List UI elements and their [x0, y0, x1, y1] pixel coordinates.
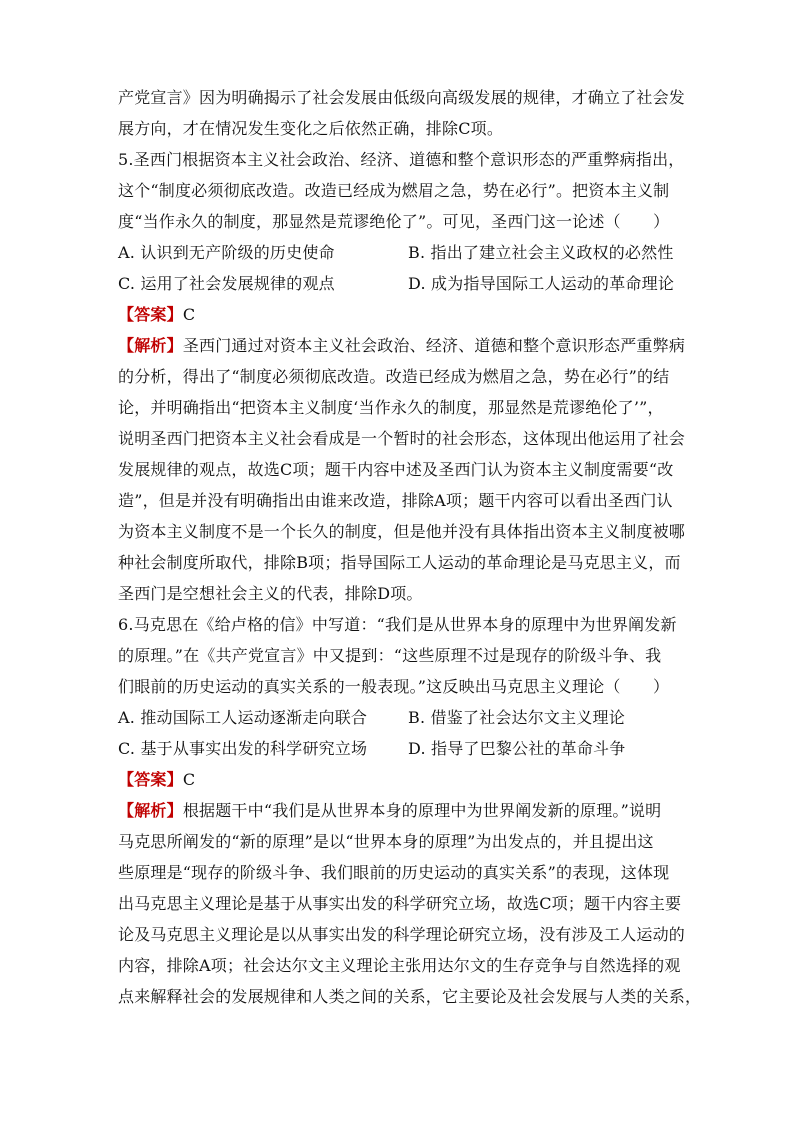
text-line: 展方向，才在情况发生变化之后依然正确，排除C项。: [118, 119, 504, 138]
analysis-text: 圣西门通过对资本主义社会政治、经济、道德和整个意识形态严重弊病: [182, 336, 686, 355]
options-row: [118, 268, 680, 299]
analysis-line: 论及马克思主义理论是以从事实出发的科学理论研究立场，没有涉及工人运动的: [118, 925, 686, 944]
analysis-line: 出马克思主义理论是基于从事实出发的科学研究立场，故选C项；题干内容主要: [118, 894, 682, 913]
option-c: C. 基于从事实出发的科学研究立场: [118, 739, 368, 758]
analysis-line: 造”，但是并没有明确指出由谁来改造，排除A项；题干内容可以看出圣西门认: [118, 491, 673, 510]
option-d: D. 成为指导国际工人运动的革命理论: [408, 274, 675, 293]
options-row: [118, 702, 680, 733]
document-page: [118, 82, 702, 1012]
answer-label: 【答案】: [118, 305, 183, 324]
answer-line: [118, 299, 680, 330]
analysis-line: 点来解释社会的发展规律和人类之间的关系，它主要论及社会发展与人类的关系，: [118, 987, 702, 1006]
analysis-line: 内容，排除A项；社会达尔文主义理论主张用达尔文的生存竞争与自然选择的观: [118, 956, 681, 975]
analysis-label: 【解析】: [118, 336, 183, 355]
analysis-line: 马克思所阐发的“新的原理”是以“世界本身的原理”为出发点的，并且提出这: [118, 832, 654, 851]
text-line: 产党宣言》因为明确揭示了社会发展由低级向高级发展的规律，才确立了社会发: [118, 88, 686, 107]
options-row: [118, 237, 680, 268]
analysis-line: 发展规律的观点，故选C项；题干内容中述及圣西门认为资本主义制度需要“改: [118, 460, 674, 479]
question-6: [118, 609, 702, 1012]
answer-value: C: [182, 305, 196, 324]
analysis-text: 根据题干中“我们是从世界本身的原理中为世界阐发新的原理。”说明: [182, 801, 662, 820]
option-c: C. 运用了社会发展规律的观点: [118, 274, 335, 293]
analysis-line: 论，并明确指出“把资本主义制度‘当作永久的制度，那显然是荒谬绝伦了’”，: [118, 398, 664, 417]
option-b: B. 借鉴了社会达尔文主义理论: [408, 708, 625, 727]
option-a: A. 认识到无产阶级的历史使命: [118, 243, 335, 262]
analysis-line: 说明圣西门把资本主义社会看成是一个暂时的社会形态，这体现出他运用了社会: [118, 429, 686, 448]
analysis-line: 的分析，得出了“制度必须彻底改造。改造已经成为燃眉之急，势在必行”的结: [118, 367, 670, 386]
analysis-line: 圣西门是空想社会主义的代表，排除D项。: [118, 584, 423, 603]
previous-analysis-continuation: [118, 82, 686, 144]
option-d: D. 指导了巴黎公社的革命斗争: [408, 739, 626, 758]
question-stem-line: 6.马克思在《给卢格的信》中写道：“我们是从世界本身的原理中为世界阐发新: [118, 615, 677, 634]
question-5: [118, 144, 686, 609]
option-b: B. 指出了建立社会主义政权的必然性: [408, 243, 674, 262]
question-stem-line: 们眼前的历史运动的真实关系的一般表现。”这反映出马克思主义理论（ ）: [118, 677, 670, 696]
question-stem-line: 5.圣西门根据资本主义社会政治、经济、道德和整个意识形态的严重弊病指出，: [118, 150, 685, 169]
question-stem-line: 这个“制度必须彻底改造。改造已经成为燃眉之急，势在必行”。把资本主义制: [118, 181, 670, 200]
analysis-line: [118, 330, 686, 361]
answer-value: C: [182, 770, 196, 789]
analysis-line: 为资本主义制度不是一个长久的制度，但是他并没有具体指出资本主义制度被哪: [118, 522, 686, 541]
question-stem-line: 的原理。”在《共产党宣言》中又提到：“这些原理不过是现存的阶级斗争、我: [118, 646, 662, 665]
analysis-line: [118, 795, 680, 826]
question-stem-line: 度“当作永久的制度，那显然是荒谬绝伦了”。可见，圣西门这一论述（ ）: [118, 212, 670, 231]
options-row: [118, 733, 680, 764]
option-a: A. 推动国际工人运动逐渐走向联合: [118, 708, 368, 727]
answer-line: [118, 764, 680, 795]
analysis-line: 些原理是“现存的阶级斗争、我们眼前的历史运动的真实关系”的表现，这体现: [118, 863, 670, 882]
answer-label: 【答案】: [118, 770, 183, 789]
analysis-label: 【解析】: [118, 801, 183, 820]
analysis-line: 种社会制度所取代，排除B项；指导国际工人运动的革命理论是马克思主义，而: [118, 553, 681, 572]
